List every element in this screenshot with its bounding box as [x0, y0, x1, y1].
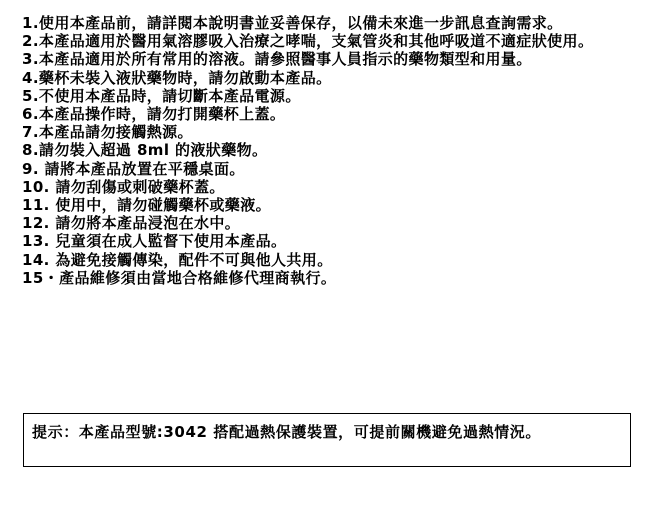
precaution-item-3: 3.本產品適用於所有常用的溶液。請參照醫事人員指示的藥物類型和用量。	[22, 50, 532, 69]
precaution-item-14: 14. 為避免接觸傳染，配件不可與他人共用。	[22, 250, 333, 269]
precaution-item-8: 8.請勿裝入超過 8ml 的液狀藥物。	[22, 141, 268, 160]
tip-text: 提示：本產品型號:3042 搭配過熱保護裝置，可提前關機避免過熱情況。	[32, 423, 541, 441]
precaution-item-9: 9. 請將本產品放置在平穩桌面。	[22, 159, 245, 178]
precaution-item-15: 15・產品維修須由當地合格維修代理商執行。	[22, 268, 337, 287]
precaution-item-6: 6.本產品操作時，請勿打開藥杯上蓋。	[22, 105, 286, 124]
precaution-item-7: 7.本產品請勿接觸熱源。	[22, 123, 193, 142]
precaution-item-1: 1.使用本產品前，請詳閱本說明書並妥善保存，以備未來進一步訊息查詢需求。	[22, 14, 563, 32]
precaution-item-13: 13. 兒童須在成人監督下使用本產品。	[22, 232, 287, 251]
precaution-item-11: 11. 使用中，請勿碰觸藥杯或藥液。	[22, 196, 271, 215]
precaution-item-12: 12. 請勿將本產品浸泡在水中。	[22, 214, 241, 233]
precaution-item-5: 5.不使用本產品時，請切斷本產品電源。	[22, 86, 301, 105]
tip-box	[23, 413, 631, 467]
instruction-document	[22, 14, 634, 287]
precautions-list	[22, 14, 634, 287]
precaution-item-4: 4.藥杯未裝入液狀藥物時，請勿啟動本產品。	[22, 68, 332, 87]
precaution-item-10: 10. 請勿刮傷或刺破藥杯蓋。	[22, 177, 225, 196]
precaution-item-2: 2.本產品適用於醫用氣溶膠吸入治療之哮喘，支氣管炎和其他呼吸道不適症狀使用。	[22, 32, 594, 51]
